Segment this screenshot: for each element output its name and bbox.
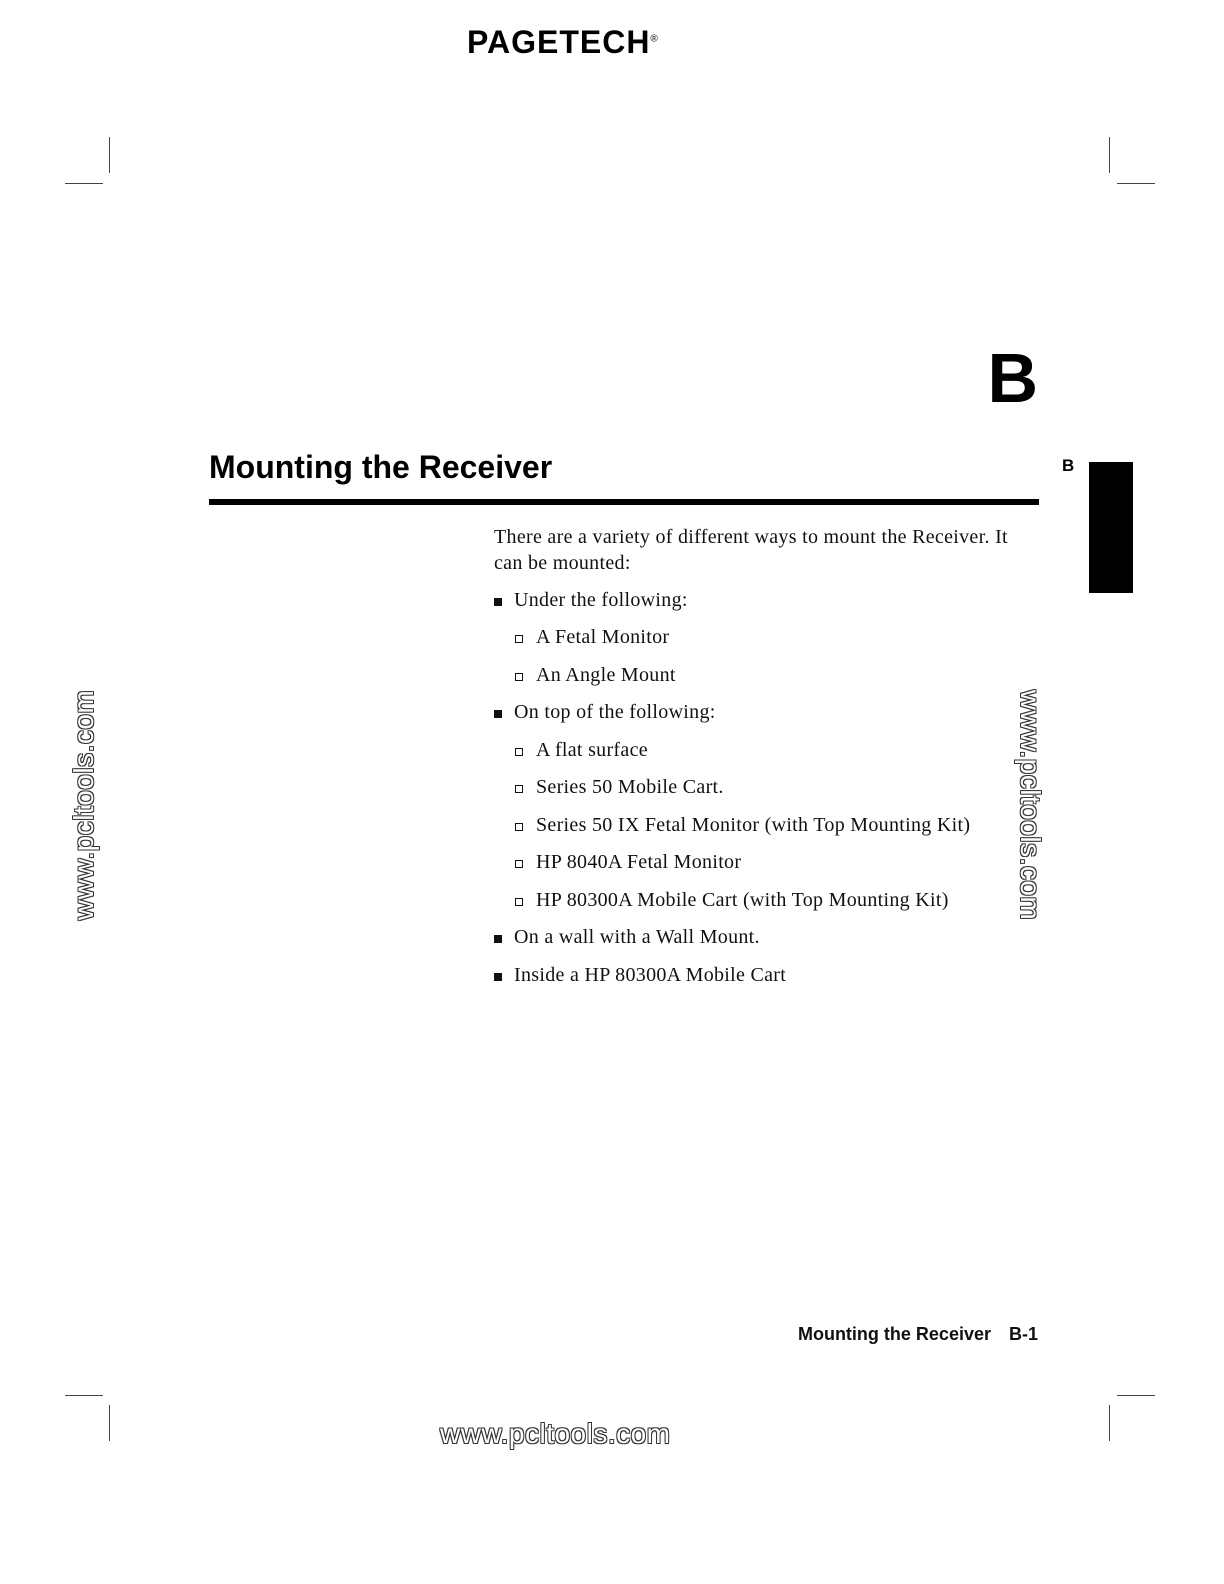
pagetech-logo [467, 24, 659, 61]
crop-mark [65, 183, 103, 184]
crop-mark [1109, 1405, 1110, 1441]
intro-paragraph: There are a variety of different ways to mount the Receiver. It can be mounted: [494, 526, 1008, 574]
sub-list-item: An Angle Mount [536, 664, 676, 686]
sub-list-item: HP 8040A Fetal Monitor [536, 851, 742, 873]
list-item: On top of the following: [514, 701, 716, 723]
hollow-square-bullet-icon [515, 673, 523, 681]
list-item: Inside a HP 80300A Mobile Cart [514, 964, 787, 986]
page-title: Mounting the Receiver [209, 449, 553, 485]
chapter-letter: B [987, 339, 1038, 417]
hollow-square-bullet-icon [515, 823, 523, 831]
list-item: On a wall with a Wall Mount. [514, 926, 760, 948]
hollow-square-bullet-icon [515, 898, 523, 906]
watermark-left: www.pcltools.com [68, 689, 99, 921]
page-number: B-1 [1008, 1324, 1038, 1344]
sub-list-item: Series 50 IX Fetal Monitor (with Top Mounting Kit) [536, 814, 971, 836]
crop-mark [65, 1395, 103, 1396]
chapter-tab-label: B [1062, 456, 1075, 475]
list-item: Under the following: [514, 589, 688, 611]
title-rule [209, 499, 1039, 505]
crop-mark [1109, 137, 1110, 173]
sub-list-item: Series 50 Mobile Cart. [536, 776, 724, 798]
filled-square-bullet-icon [494, 710, 502, 718]
watermark-bottom: www.pcltools.com [440, 1418, 671, 1449]
hollow-square-bullet-icon [515, 635, 523, 643]
sub-list-item: HP 80300A Mobile Cart (with Top Mounting Kit) [536, 889, 949, 911]
filled-square-bullet-icon [494, 973, 502, 981]
filled-square-bullet-icon [494, 935, 502, 943]
crop-mark [109, 137, 110, 173]
watermark-right: www.pcltools.com [1015, 689, 1046, 921]
hollow-square-bullet-icon [515, 860, 523, 868]
filled-square-bullet-icon [494, 598, 502, 606]
chapter-tab-bar [1089, 462, 1133, 593]
sub-list-item: A Fetal Monitor [536, 626, 670, 648]
crop-mark [1117, 1395, 1155, 1396]
registered-mark: ® [650, 33, 659, 45]
sub-list-item: A flat surface [536, 739, 648, 761]
footer-title: Mounting the Receiver [797, 1324, 991, 1344]
hollow-square-bullet-icon [515, 748, 523, 756]
crop-mark [1117, 183, 1155, 184]
page-footer [600, 1324, 1038, 1345]
logo-text: PAGETECH [467, 24, 651, 60]
hollow-square-bullet-icon [515, 785, 523, 793]
crop-mark [109, 1405, 110, 1441]
